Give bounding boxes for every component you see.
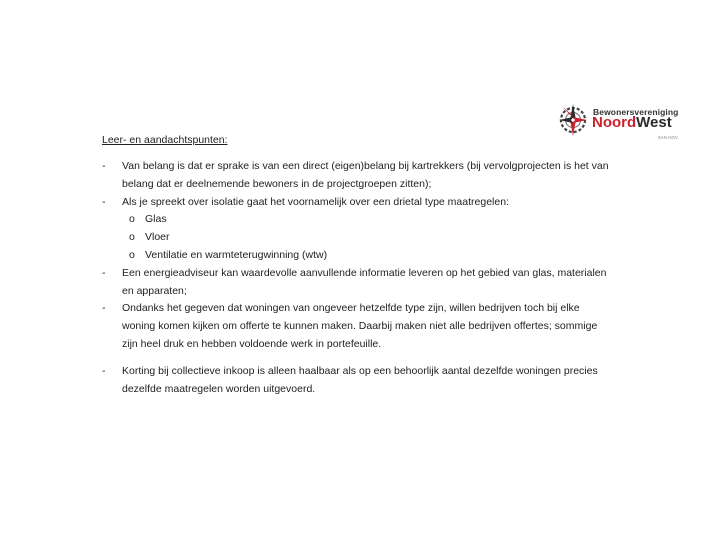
- list-item-text: Als je spreekt over isolatie gaat het voornamelijk over een drietal type maatregelen:: [122, 195, 509, 208]
- list-item-text: Van belang is dat er sprake is van een direct (eigen)belang bij kartrekkers (bij vervolgprojecten is het van belang dat er deelnemende bewoners in de projectgroepen zitten);: [122, 160, 609, 190]
- list-item: [0, 194, 720, 212]
- list-item: [0, 363, 720, 399]
- sub-item-text: Glas: [145, 213, 167, 226]
- list-dash: -: [102, 160, 106, 172]
- list-item-text: Ondanks het gegeven dat woningen van ongeveer hetzelfde type zijn, willen bedrijven toch bij elke woning komen kijken om offerte te kunnen maken. Daarbij maken niet alle bedrijven offertes; sommige zijn heel druk en hebben voldoende werk in portefeuille.: [122, 302, 598, 350]
- logo: [556, 98, 684, 144]
- list-dash: -: [102, 195, 106, 208]
- sub-bullet: o: [129, 231, 135, 244]
- logo-text-top: Bewonersvereniging: [593, 107, 679, 117]
- logo-subtext: SAN NOV: [657, 135, 678, 140]
- list-dash: -: [102, 364, 106, 377]
- logo-text-west: West: [636, 114, 672, 131]
- sub-bullet: o: [129, 213, 135, 226]
- list-item: [0, 300, 720, 353]
- sub-bullet: o: [129, 248, 135, 261]
- sub-list-item: [0, 229, 720, 247]
- logo-text-main: [592, 115, 672, 131]
- bullet-list: [0, 158, 720, 398]
- list-item: [0, 158, 720, 194]
- sub-list-item: [0, 211, 720, 229]
- logo-text-noord: Noord: [592, 114, 637, 131]
- list-dash: -: [102, 266, 106, 279]
- sub-item-text: Ventilatie en warmteterugwinning (wtw): [145, 248, 328, 261]
- list-item-text: Korting bij collectieve inkoop is alleen haalbaar als op een behoorlijk aantal dezelfde woningen precies dezelfde maatregelen worden uitgevoerd.: [122, 364, 598, 395]
- sub-list-item: [0, 247, 720, 265]
- sub-item-text: Vloer: [145, 231, 170, 244]
- compass-icon: [556, 98, 592, 144]
- list-dash: -: [102, 302, 106, 315]
- list-item-text: Een energieadviseur kan waardevolle aanvullende informatie leveren op het gebied van glas, materialen en apparaten;: [122, 266, 607, 297]
- section-heading: Leer- en aandachtspunten:: [102, 134, 228, 146]
- list-item: [0, 265, 720, 301]
- spacer: [0, 354, 720, 363]
